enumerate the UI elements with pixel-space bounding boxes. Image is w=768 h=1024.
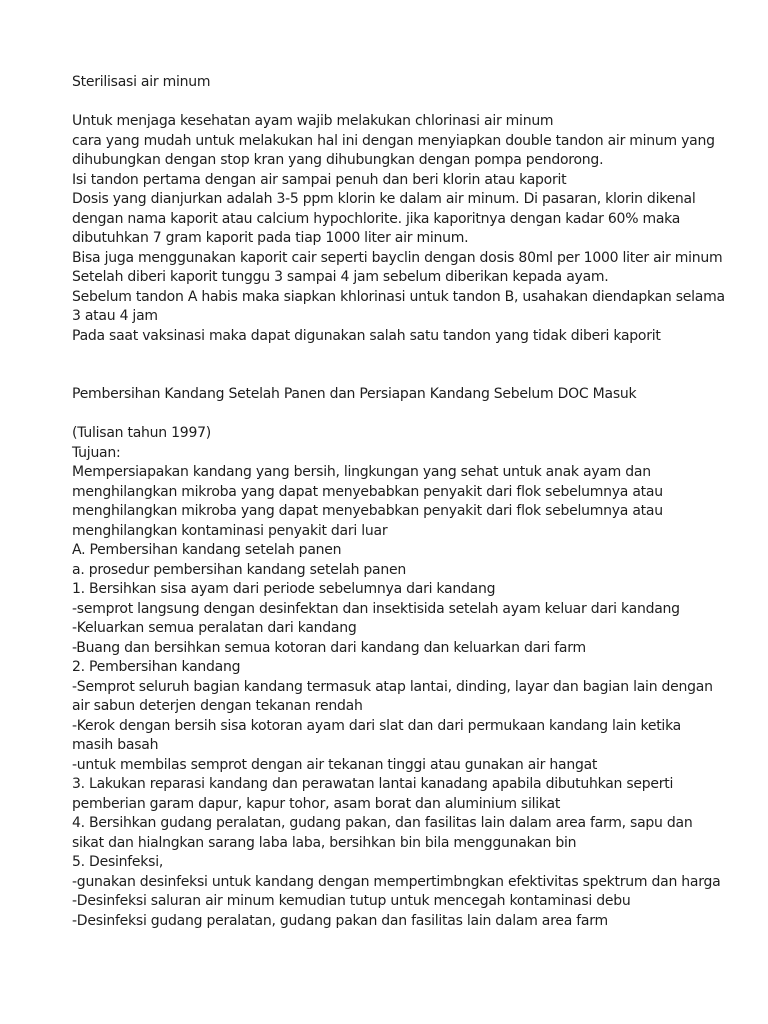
spacer (72, 405, 712, 425)
text-line: (Tulisan tahun 1997) (72, 425, 211, 441)
spacer (72, 346, 712, 385)
text-line: dibutuhkan 7 gram kaporit pada tiap 1000 liter air minum. (72, 230, 469, 246)
text-line: pemberian garam dapur, kapur tohor, asam borat dan aluminium silikat (72, 795, 561, 812)
text-line: -Desinfeksi saluran air minum kemudian tutup untuk mencegah kontaminasi debu (72, 893, 631, 909)
text-line: Bisa juga menggunakan kaporit cair seperti bayclin dengan dosis 80ml per 1000 liter air minum (72, 249, 723, 266)
text-line: 4. Bersihkan gudang peralatan, gudang pakan, dan fasilitas lain dalam area farm, sapu dan (72, 815, 693, 831)
text-line: menghilangkan kontaminasi penyakit dari luar (72, 522, 388, 539)
text-line: cara yang mudah untuk melakukan hal ini dengan menyiapkan double tandon air minum yang (72, 132, 715, 149)
text-line: -Kerok dengan bersih sisa kotoran ayam dari slat dan dari permukaan kandang lain ketika (72, 717, 682, 734)
text-line: Sebelum tandon A habis maka siapkan khlorinasi untuk tandon B, usahakan diendapkan selama (72, 288, 725, 305)
text-line: -untuk membilas semprot dengan air tekanan tinggi atau gunakan air hangat (72, 756, 598, 773)
text-line: -semprot langsung dengan desinfektan dan insektisida setelah ayam keluar dari kandang (72, 600, 680, 617)
section-title-sterilisasi: Sterilisasi air minum (72, 74, 211, 90)
pembersihan-paragraph (72, 424, 721, 931)
text-line: A. Pembersihan kandang setelah panen (72, 542, 342, 558)
text-line: sikat dan hialngkan sarang laba laba, bersihkan bin bila menggunakan bin (72, 834, 577, 851)
text-line: -Semprot seluruh bagian kandang termasuk atap lantai, dinding, layar dan bagian lain dengan (72, 678, 713, 695)
text-line: Untuk menjaga kesehatan ayam wajib melakukan chlorinasi air minum (72, 113, 554, 129)
text-line: dihubungkan dengan stop kran yang dihubungkan dengan pompa pendorong. (72, 152, 604, 168)
section-title-pembersihan: Pembersihan Kandang Setelah Panen dan Persiapan Kandang Sebelum DOC Masuk (72, 386, 637, 402)
document-page (72, 73, 725, 931)
text-line: a. prosedur pembersihan kandang setelah panen (72, 561, 406, 578)
text-line: Setelah diberi kaporit tunggu 3 sampai 4 jam sebelum diberikan kepada ayam. (72, 269, 609, 285)
sterilisasi-paragraph (72, 112, 725, 346)
text-line: menghilangkan mikroba yang dapat menyebabkan penyakit dari flok sebelumnya atau (72, 483, 663, 500)
text-line: Isi tandon pertama dengan air sampai penuh dan beri klorin atau kaporit (72, 171, 567, 188)
text-line: Dosis yang dianjurkan adalah 3-5 ppm klorin ke dalam air minum. Di pasaran, klorin dikenal (72, 191, 696, 207)
text-line: air sabun deterjen dengan tekanan rendah (72, 698, 363, 714)
text-line: -Buang dan bersihkan semua kotoran dari kandang dan keluarkan dari farm (72, 639, 586, 656)
text-line: Tujuan: (72, 444, 121, 461)
text-line: 3 atau 4 jam (72, 308, 158, 324)
text-line: -Keluarkan semua peralatan dari kandang (72, 620, 357, 636)
text-line: 3. Lakukan reparasi kandang dan perawatan lantai kanadang apabila dibutuhkan seperti (72, 776, 674, 792)
text-line: 1. Bersihkan sisa ayam dari periode sebelumnya dari kandang (72, 581, 496, 597)
spacer (72, 93, 712, 113)
text-line: -gunakan desinfeksi untuk kandang dengan mempertimbngkan efektivitas spektrum dan harga (72, 873, 721, 890)
text-line: 5. Desinfeksi, (72, 854, 164, 870)
text-line: Pada saat vaksinasi maka dapat digunakan salah satu tandon yang tidak diberi kaporit (72, 327, 661, 344)
text-line: masih basah (72, 737, 159, 753)
text-line: dengan nama kaporit atau calcium hypochlorite. jika kaporitnya dengan kadar 60% maka (72, 210, 681, 227)
text-line: -Desinfeksi gudang peralatan, gudang pakan dan fasilitas lain dalam area farm (72, 912, 608, 929)
text-line: Mempersiapakan kandang yang bersih, lingkungan yang sehat untuk anak ayam dan (72, 464, 651, 480)
text-line: 2. Pembersihan kandang (72, 659, 241, 675)
text-line: menghilangkan mikroba yang dapat menyebabkan penyakit dari flok sebelumnya atau (72, 503, 663, 519)
